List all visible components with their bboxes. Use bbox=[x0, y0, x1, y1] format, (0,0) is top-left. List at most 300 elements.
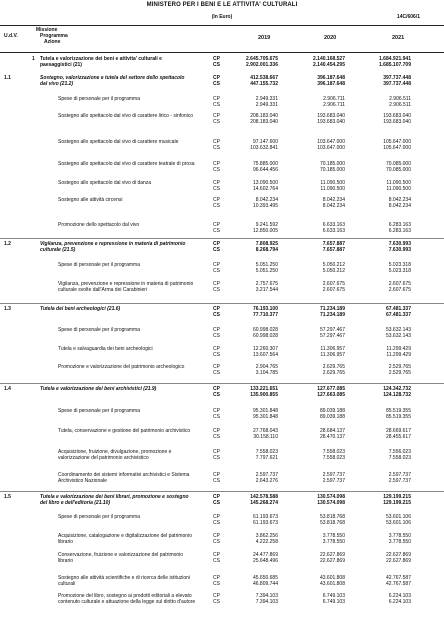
value-cell-3 bbox=[355, 449, 411, 461]
cp-value: 142.578.588 bbox=[250, 494, 278, 500]
value-cell-2 bbox=[289, 449, 345, 461]
cp-value: 396.187.648 bbox=[317, 75, 345, 81]
document-title: MINISTERO PER I BENI E LE ATTIVITA' CULTURALI bbox=[146, 2, 298, 8]
value-cell-2 bbox=[289, 197, 345, 209]
value-cell-1 bbox=[222, 56, 278, 68]
row-label: Spese di personale per il programma bbox=[58, 514, 140, 520]
document-reference: 14C/606/1 bbox=[396, 14, 420, 20]
cs-value: 2.607.675 bbox=[388, 287, 411, 293]
cs-value: 46.809.744 bbox=[252, 581, 278, 587]
cs-value: 103.632.841 bbox=[250, 145, 278, 151]
cp-value: 53.818.768 bbox=[319, 514, 345, 520]
program-code: 1.5 bbox=[4, 494, 11, 500]
cs-value: 6.633.163 bbox=[322, 228, 345, 234]
cp-cs-type-label: CP CS bbox=[213, 494, 220, 506]
value-cell-1 bbox=[222, 514, 278, 526]
cs-value: 6.749.103 bbox=[322, 599, 345, 605]
cs-value: 2.949.331 bbox=[255, 102, 278, 108]
cp-cs-type-label: CP CS bbox=[213, 161, 220, 173]
cs-value: 1.685.107.709 bbox=[379, 62, 411, 68]
cp-cs-type-label: CP CS bbox=[213, 575, 220, 587]
value-cell-1 bbox=[222, 364, 278, 376]
cs-value: 67.481.337 bbox=[385, 312, 411, 318]
uv-column-header: U.d.V. bbox=[4, 33, 18, 39]
cs-value: 4.222.258 bbox=[255, 539, 278, 545]
cs-value: 7.558.023 bbox=[388, 455, 411, 461]
cs-value: 130.574.098 bbox=[317, 500, 345, 506]
program-code: 1.3 bbox=[4, 306, 11, 312]
cp-value: 7.558.023 bbox=[255, 449, 278, 455]
cp-value: 2.906.511 bbox=[389, 96, 411, 102]
cp-value: 2.629.765 bbox=[322, 364, 345, 370]
cp-value: 7.558.023 bbox=[322, 449, 345, 455]
cs-value: 397.737.448 bbox=[383, 81, 411, 87]
cs-value: 2.529.765 bbox=[388, 370, 411, 376]
value-cell-3 bbox=[355, 494, 411, 506]
cp-cs-type-label: CP CS bbox=[213, 56, 220, 68]
cp-value: 53.632.143 bbox=[385, 327, 411, 333]
value-cell-1 bbox=[222, 346, 278, 358]
cp-value: 193.683.040 bbox=[317, 113, 345, 119]
cs-value: 53.601.106 bbox=[385, 520, 411, 526]
cp-value: 103.647.000 bbox=[317, 139, 345, 145]
cs-value: 8.268.794 bbox=[255, 247, 278, 253]
cp-value: 2.597.737 bbox=[388, 472, 411, 478]
cp-value: 1.684.921.941 bbox=[379, 56, 411, 62]
cs-value: 124.128.732 bbox=[383, 392, 411, 398]
value-cell-1 bbox=[222, 197, 278, 209]
cp-value: 129.199.215 bbox=[383, 494, 411, 500]
cs-value: 13.607.564 bbox=[252, 352, 278, 358]
cp-value: 45.650.685 bbox=[252, 575, 278, 581]
cs-value: 447.155.732 bbox=[250, 81, 278, 87]
value-cell-2 bbox=[289, 346, 345, 358]
row-label: Sostegno allo spettacolo dal vivo di carattere lirico - sinfonico bbox=[58, 113, 194, 119]
value-cell-1 bbox=[222, 386, 278, 398]
cp-value: 2.597.737 bbox=[255, 472, 278, 478]
cs-value: 2.902.001.336 bbox=[246, 62, 278, 68]
value-cell-1 bbox=[222, 222, 278, 234]
cs-value: 7.630.993 bbox=[388, 247, 411, 253]
cs-value: 2.643.276 bbox=[255, 478, 278, 484]
row-label: Sostegno allo spettacolo dal vivo di carattere musicale bbox=[58, 139, 179, 145]
cs-value: 3.104.785 bbox=[255, 370, 278, 376]
cp-value: 12.260.307 bbox=[252, 346, 278, 352]
cp-value: 57.297.467 bbox=[319, 327, 345, 333]
cp-value: 2.904.765 bbox=[255, 364, 278, 370]
cp-value: 2.906.711 bbox=[323, 96, 345, 102]
value-cell-2 bbox=[289, 222, 345, 234]
value-cell-2 bbox=[289, 575, 345, 587]
value-cell-1 bbox=[222, 552, 278, 564]
cs-value: 7.657.887 bbox=[322, 247, 345, 253]
cp-cs-type-label: CP CS bbox=[213, 281, 220, 293]
row-label: Conservazione, fruizione e valorizzazione del patrimonio librario bbox=[58, 552, 184, 564]
cs-value: 12.850.005 bbox=[252, 228, 278, 234]
cp-value: 3.778.550 bbox=[322, 533, 345, 539]
value-cell-3 bbox=[355, 327, 411, 339]
value-cell-2 bbox=[289, 241, 345, 253]
cp-value: 6.224.103 bbox=[388, 593, 411, 599]
value-cell-3 bbox=[355, 75, 411, 87]
cs-value: 135.900.855 bbox=[250, 392, 278, 398]
cp-cs-type-label: CP CS bbox=[213, 96, 220, 108]
cs-value: 61.193.673 bbox=[252, 520, 278, 526]
cs-value: 208.183.040 bbox=[250, 119, 278, 125]
cp-value: 7.657.887 bbox=[322, 241, 345, 247]
cp-cs-type-label: CP CS bbox=[213, 408, 220, 420]
cs-value: 7.394.103 bbox=[255, 599, 278, 605]
value-cell-3 bbox=[355, 56, 411, 68]
value-cell-2 bbox=[289, 533, 345, 545]
cp-cs-type-label: CP CS bbox=[213, 552, 220, 564]
cp-value: 70.085.000 bbox=[385, 161, 411, 167]
cp-value: 412.538.667 bbox=[250, 75, 278, 81]
cp-cs-type-label: CP CS bbox=[213, 428, 220, 440]
cp-cs-type-label: CP CS bbox=[213, 327, 220, 339]
cp-cs-type-label: CP CS bbox=[213, 533, 220, 545]
cp-value: 42.767.587 bbox=[385, 575, 411, 581]
cs-value: 43.601.808 bbox=[319, 581, 345, 587]
cs-value: 2.140.454.295 bbox=[313, 62, 345, 68]
cs-value: 11.090.500 bbox=[386, 186, 411, 192]
cp-value: 76.193.100 bbox=[252, 306, 278, 312]
cs-value: 22.627.869 bbox=[385, 558, 411, 564]
row-label: Sostegno allo spettacolo dal vivo di carattere teatrale di prosa bbox=[58, 161, 195, 167]
program-code: 1.2 bbox=[4, 241, 11, 247]
value-cell-3 bbox=[355, 593, 411, 605]
row-label: Sostegno alle attività circensi bbox=[58, 197, 123, 203]
cs-value: 3.778.550 bbox=[322, 539, 345, 545]
value-cell-2 bbox=[289, 96, 345, 108]
currency-note: (In Euro) bbox=[211, 14, 233, 20]
row-label: Tutela, conservazione e gestione del patrimonio archivistico bbox=[58, 428, 191, 434]
cs-value: 28.470.137 bbox=[319, 434, 345, 440]
cs-value: 396.187.648 bbox=[317, 81, 345, 87]
cp-value: 3.862.256 bbox=[255, 533, 278, 539]
cp-value: 2.607.675 bbox=[388, 281, 411, 287]
cp-value: 11.090.500 bbox=[386, 180, 411, 186]
cp-value: 5.051.250 bbox=[255, 262, 278, 268]
value-cell-2 bbox=[289, 428, 345, 440]
cs-value: 42.767.587 bbox=[385, 581, 411, 587]
cs-value: 2.629.765 bbox=[322, 370, 345, 376]
table-header bbox=[0, 25, 444, 53]
value-cell-3 bbox=[355, 161, 411, 173]
cp-value: 2.949.331 bbox=[255, 96, 278, 102]
program-code: 1.4 bbox=[4, 386, 11, 392]
cs-value: 89.039.188 bbox=[319, 414, 345, 420]
cp-value: 27.768.043 bbox=[252, 428, 278, 434]
year-2020-header: 2020 bbox=[324, 35, 337, 41]
cp-value: 6.749.103 bbox=[322, 593, 345, 599]
cs-value: 11.299.429 bbox=[386, 352, 411, 358]
cp-value: 2.140.168.527 bbox=[313, 56, 345, 62]
program-header: Programma bbox=[40, 33, 68, 39]
cp-value: 7.630.993 bbox=[388, 241, 411, 247]
cp-cs-type-label: CP CS bbox=[213, 222, 220, 234]
cp-cs-type-label: CP CS bbox=[213, 386, 220, 398]
row-label: Promozione dello spettacolo dal vivo bbox=[58, 222, 140, 228]
value-cell-1 bbox=[222, 575, 278, 587]
cp-value: 28.669.617 bbox=[385, 428, 411, 434]
value-cell-1 bbox=[222, 494, 278, 506]
cp-value: 13.090.500 bbox=[252, 180, 278, 186]
value-cell-2 bbox=[289, 408, 345, 420]
cp-value: 11.306.957 bbox=[320, 346, 345, 352]
cp-cs-type-label: CP CS bbox=[213, 113, 220, 125]
mission-number: 1 bbox=[32, 56, 35, 62]
value-cell-2 bbox=[289, 161, 345, 173]
cs-value: 3.217.544 bbox=[255, 287, 278, 293]
value-cell-2 bbox=[289, 139, 345, 151]
cs-value: 77.710.377 bbox=[252, 312, 278, 318]
value-cell-3 bbox=[355, 241, 411, 253]
value-cell-3 bbox=[355, 139, 411, 151]
value-cell-3 bbox=[355, 96, 411, 108]
value-cell-3 bbox=[355, 552, 411, 564]
cs-value: 70.085.000 bbox=[385, 167, 411, 173]
cs-value: 129.199.215 bbox=[383, 500, 411, 506]
value-cell-1 bbox=[222, 428, 278, 440]
value-cell-1 bbox=[222, 281, 278, 293]
value-cell-2 bbox=[289, 306, 345, 318]
row-label: Spese di personale per il programma bbox=[58, 262, 140, 268]
value-cell-2 bbox=[289, 514, 345, 526]
cp-value: 130.574.098 bbox=[317, 494, 345, 500]
value-cell-2 bbox=[289, 593, 345, 605]
cp-cs-type-label: CP CS bbox=[213, 139, 220, 151]
cp-value: 97.147.600 bbox=[252, 139, 278, 145]
cp-cs-type-label: CP CS bbox=[213, 449, 220, 461]
cp-value: 70.185.000 bbox=[319, 161, 345, 167]
cp-value: 8.042.234 bbox=[388, 197, 411, 203]
cs-value: 193.683.040 bbox=[317, 119, 345, 125]
value-cell-2 bbox=[289, 386, 345, 398]
cs-value: 5.051.250 bbox=[255, 268, 278, 274]
value-cell-2 bbox=[289, 494, 345, 506]
cs-value: 6.283.163 bbox=[388, 228, 411, 234]
cs-value: 57.297.467 bbox=[319, 333, 345, 339]
cp-value: 2.597.737 bbox=[322, 472, 345, 478]
cs-value: 85.519.355 bbox=[385, 414, 411, 420]
cp-cs-type-label: CP CS bbox=[213, 241, 220, 253]
value-cell-1 bbox=[222, 262, 278, 274]
cs-value: 95.301.848 bbox=[252, 414, 278, 420]
value-cell-3 bbox=[355, 180, 411, 192]
cs-value: 22.627.869 bbox=[319, 558, 345, 564]
cs-value: 105.647.000 bbox=[383, 145, 411, 151]
cs-value: 71.234.189 bbox=[319, 312, 345, 318]
cp-cs-type-label: CP CS bbox=[213, 306, 220, 318]
row-label: Sostegno, valorizzazione e tutela del settore dello spettacolo dal vivo (21.2) bbox=[40, 75, 185, 87]
value-cell-1 bbox=[222, 161, 278, 173]
value-cell-3 bbox=[355, 575, 411, 587]
cp-cs-type-label: CP CS bbox=[213, 593, 220, 605]
cs-value: 60.998.028 bbox=[252, 333, 278, 339]
cs-value: 2.906.511 bbox=[389, 102, 411, 108]
cs-value: 145.268.274 bbox=[250, 500, 278, 506]
cp-value: 9.241.592 bbox=[255, 222, 278, 228]
cp-value: 5.050.212 bbox=[322, 262, 345, 268]
value-cell-1 bbox=[222, 96, 278, 108]
value-cell-1 bbox=[222, 472, 278, 484]
value-cell-2 bbox=[289, 327, 345, 339]
cp-value: 2.645.705.675 bbox=[246, 56, 278, 62]
row-label: Sostegno allo spettacolo dal vivo di danza bbox=[58, 180, 152, 186]
cs-value: 2.906.711 bbox=[323, 102, 345, 108]
cs-value: 28.455.617 bbox=[385, 434, 411, 440]
row-label: Spese di personale per il programma bbox=[58, 408, 140, 414]
cs-value: 103.647.000 bbox=[317, 145, 345, 151]
cp-cs-type-label: CP CS bbox=[213, 262, 220, 274]
action-header: Azione bbox=[44, 39, 61, 45]
row-label: Spese di personale per il programma bbox=[58, 96, 140, 102]
cp-value: 208.183.040 bbox=[250, 113, 278, 119]
value-cell-2 bbox=[289, 113, 345, 125]
cp-value: 95.301.848 bbox=[252, 408, 278, 414]
row-label: Tutela e valorizzazione dei beni librari, promozione e sostegno del libro e dell'editoria (21.10) bbox=[40, 494, 189, 506]
cp-value: 7.556.023 bbox=[388, 449, 411, 455]
row-label: Promozione del libro, sostegno ai prodotti editoriali a elevato contenuto culturale e attuazione della legge sul diritto d'autore bbox=[58, 593, 196, 605]
cp-value: 75.885.000 bbox=[252, 161, 278, 167]
cp-value: 61.193.673 bbox=[252, 514, 278, 520]
value-cell-1 bbox=[222, 593, 278, 605]
row-label: Vigilanza, prevenzione e repressione in materia di patrimonio culturale svolte dall'Arma dei Carabinieri bbox=[58, 281, 194, 293]
program-code: 1.1 bbox=[4, 75, 11, 81]
cp-value: 397.737.448 bbox=[383, 75, 411, 81]
value-cell-2 bbox=[289, 364, 345, 376]
row-label: Sostegno alle attività scientifiche e di ricerca delle istituzioni culturali bbox=[58, 575, 191, 587]
row-label: Coordinamento dei sistemi informativi archivistici e Sistema Archivistico Nazionale bbox=[58, 472, 190, 484]
cs-value: 10.393.495 bbox=[252, 203, 278, 209]
cp-value: 2.529.765 bbox=[388, 364, 411, 370]
value-cell-2 bbox=[289, 56, 345, 68]
value-cell-3 bbox=[355, 386, 411, 398]
cp-value: 89.039.188 bbox=[319, 408, 345, 414]
cs-value: 5.050.212 bbox=[322, 268, 345, 274]
cp-value: 11.090.500 bbox=[320, 180, 345, 186]
cp-value: 6.633.163 bbox=[322, 222, 345, 228]
cp-value: 193.683.040 bbox=[383, 113, 411, 119]
cp-cs-type-label: CP CS bbox=[213, 197, 220, 209]
value-cell-3 bbox=[355, 408, 411, 420]
cs-value: 11.306.957 bbox=[320, 352, 345, 358]
cp-value: 22.627.869 bbox=[319, 552, 345, 558]
cp-cs-type-label: CP CS bbox=[213, 346, 220, 358]
year-2021-header: 2021 bbox=[392, 35, 405, 41]
cs-value: 96.644.456 bbox=[252, 167, 278, 173]
cp-value: 2.607.675 bbox=[322, 281, 345, 287]
value-cell-1 bbox=[222, 306, 278, 318]
cp-value: 60.998.028 bbox=[252, 327, 278, 333]
cs-value: 14.602.764 bbox=[252, 186, 278, 192]
value-cell-1 bbox=[222, 327, 278, 339]
row-label: Acquisizione, catalogazione e digitalizzazione del patrimonio librario bbox=[58, 533, 192, 545]
cs-value: 30.158.110 bbox=[253, 434, 278, 440]
row-label: Spese di personale per il programma bbox=[58, 327, 140, 333]
row-label: Tutela e valorizzazione dei beni archivistici (21.9) bbox=[40, 386, 157, 392]
cp-value: 2.757.675 bbox=[255, 281, 278, 287]
value-cell-3 bbox=[355, 306, 411, 318]
cs-value: 53.818.768 bbox=[319, 520, 345, 526]
section-divider bbox=[0, 303, 444, 304]
year-2019-header: 2019 bbox=[258, 35, 271, 41]
value-cell-2 bbox=[289, 75, 345, 87]
value-cell-3 bbox=[355, 222, 411, 234]
value-cell-1 bbox=[222, 241, 278, 253]
value-cell-2 bbox=[289, 472, 345, 484]
value-cell-3 bbox=[355, 281, 411, 293]
value-cell-1 bbox=[222, 449, 278, 461]
section-divider bbox=[0, 491, 444, 492]
value-cell-3 bbox=[355, 533, 411, 545]
section-divider bbox=[0, 383, 444, 384]
value-cell-2 bbox=[289, 281, 345, 293]
cp-value: 8.042.234 bbox=[255, 197, 278, 203]
cs-value: 5.023.318 bbox=[388, 268, 411, 274]
cs-value: 2.607.675 bbox=[322, 287, 345, 293]
value-cell-3 bbox=[355, 262, 411, 274]
row-label: Tutela e valorizzazione dei beni e attivita' culturali e paesaggistici (21) bbox=[40, 56, 162, 68]
cp-value: 7.808.925 bbox=[255, 241, 278, 247]
cp-cs-type-label: CP CS bbox=[213, 180, 220, 192]
row-label: Tutela e salvaguardia dei beni archeologici bbox=[58, 346, 153, 352]
cp-value: 133.221.651 bbox=[250, 386, 278, 392]
value-cell-3 bbox=[355, 472, 411, 484]
cs-value: 7.558.023 bbox=[322, 455, 345, 461]
value-cell-1 bbox=[222, 75, 278, 87]
section-divider bbox=[0, 238, 444, 239]
cs-value: 2.597.737 bbox=[322, 478, 345, 484]
cp-value: 85.519.355 bbox=[385, 408, 411, 414]
cs-value: 70.185.000 bbox=[319, 167, 345, 173]
cs-value: 193.683.040 bbox=[383, 119, 411, 125]
cp-value: 7.394.103 bbox=[255, 593, 278, 599]
row-label: Tutela dei beni archeologici (21.6) bbox=[40, 306, 121, 312]
value-cell-3 bbox=[355, 514, 411, 526]
cs-value: 2.597.737 bbox=[388, 478, 411, 484]
value-cell-1 bbox=[222, 113, 278, 125]
cp-value: 53.601.106 bbox=[385, 514, 411, 520]
cp-value: 3.778.550 bbox=[388, 533, 411, 539]
cp-value: 24.477.869 bbox=[252, 552, 278, 558]
cp-value: 127.677.085 bbox=[317, 386, 345, 392]
cp-value: 43.601.808 bbox=[319, 575, 345, 581]
value-cell-3 bbox=[355, 364, 411, 376]
value-cell-3 bbox=[355, 113, 411, 125]
value-cell-2 bbox=[289, 262, 345, 274]
cp-value: 22.627.869 bbox=[385, 552, 411, 558]
value-cell-2 bbox=[289, 180, 345, 192]
cs-value: 25.648.496 bbox=[252, 558, 278, 564]
value-cell-1 bbox=[222, 180, 278, 192]
mission-program-action-header bbox=[36, 27, 68, 45]
cp-value: 8.042.234 bbox=[322, 197, 345, 203]
value-cell-1 bbox=[222, 139, 278, 151]
cp-value: 6.283.163 bbox=[388, 222, 411, 228]
cp-cs-type-label: CP CS bbox=[213, 514, 220, 526]
row-label: Acquisizione, fruizione, divulgazione, promozione e valorizzazione del patrimonio archivistico bbox=[58, 449, 172, 461]
value-cell-3 bbox=[355, 346, 411, 358]
cp-value: 5.023.318 bbox=[388, 262, 411, 268]
cs-value: 3.778.550 bbox=[388, 539, 411, 545]
value-cell-3 bbox=[355, 197, 411, 209]
cp-cs-type-label: CP CS bbox=[213, 472, 220, 484]
cs-value: 127.663.085 bbox=[317, 392, 345, 398]
value-cell-1 bbox=[222, 533, 278, 545]
row-label: Vigilanza, prevenzione e repressione in materia di patrimonio culturale (21.5) bbox=[40, 241, 186, 253]
